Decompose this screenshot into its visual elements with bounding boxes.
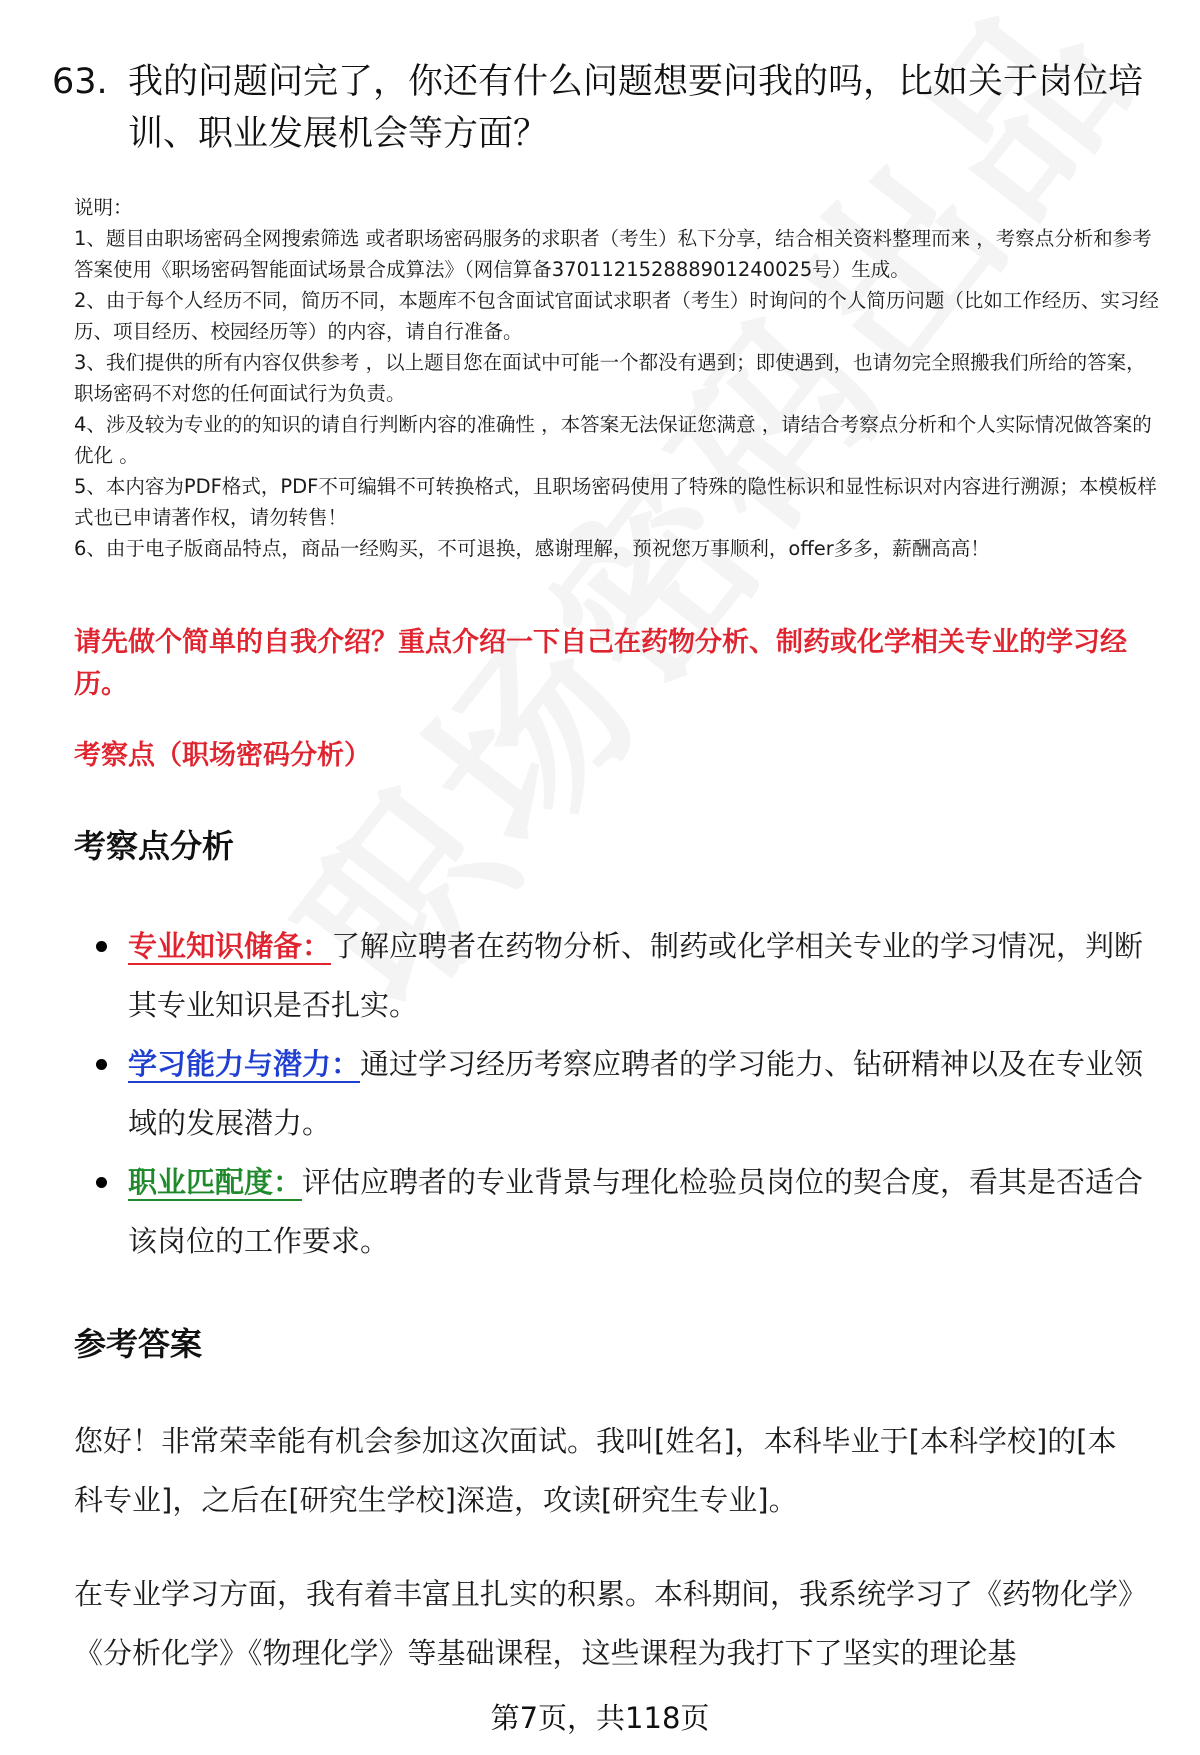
notes-item: 4、涉及较为专业的的知识的请自行判断内容的准确性 ，本答案无法保证您满意 ，请结合考察点分析和个人实际情况做答案的优化 。 xyxy=(74,413,1152,467)
notes-section xyxy=(74,192,1164,564)
interview-question: 请先做个简单的自我介绍？重点介绍一下自己在药物分析、制药或化学相关专业的学习经历。 xyxy=(74,627,1127,700)
bullet-icon xyxy=(96,1177,107,1188)
bullet-icon xyxy=(96,1059,107,1070)
analysis-item xyxy=(96,1153,1156,1271)
answer-paragraph: 在专业学习方面，我有着丰富且扎实的积累。本科期间，我系统学习了《药物化学》《分析化学》《物理化学》等基础课程，这些课程为我打下了坚实的理论基 xyxy=(74,1577,1133,1670)
notes-item: 6、由于电子版商品特点，商品一经购买，不可退换，感谢理解，预祝您万事顺利，offer多多，薪酬高高！ xyxy=(74,537,990,560)
notes-item: 3、我们提供的所有内容仅供参考 ，以上题目您在面试中可能一个都没有遇到；即使遇到，也请勿完全照搬我们所给的答案，职场密码不对您的任何面试行为负责。 xyxy=(74,351,1146,405)
analysis-text: 了解应聘者在药物分析、制药或化学相关专业的学习情况，判断其专业知识是否扎实。 xyxy=(128,929,1144,1022)
analysis-keyword: 专业知识储备： xyxy=(128,929,332,963)
question-number: 63. xyxy=(52,62,108,102)
question-text: 我的问题问完了，你还有什么问题想要问我的吗，比如关于岗位培训、职业发展机会等方面？ xyxy=(128,62,1144,154)
analysis-keyword: 学习能力与潜力： xyxy=(128,1047,361,1081)
analysis-item xyxy=(96,917,1156,1035)
answer-paragraph: 您好！非常荣幸能有机会参加这次面试。我叫[姓名]，本科毕业于[本科学校]的[本科专业]，之后在[研究生学校]深造，攻读[研究生专业]。 xyxy=(74,1424,1117,1517)
notes-item: 2、由于每个人经历不同，简历不同，本题库不包含面试官面试求职者（考生）时询问的个人简历问题（比如工作经历、实习经历、项目经历、校园经历等）的内容，请自行准备。 xyxy=(74,289,1159,343)
analysis-text: 评估应聘者的专业背景与理化检验员岗位的契合度，看其是否适合该岗位的工作要求。 xyxy=(128,1165,1144,1258)
notes-item: 1、题目由职场密码全网搜索筛选 或者职场密码服务的求职者（考生）私下分享，结合相关资料整理而来 ，考察点分析和参考答案使用《职场密码智能面试场景合成算法》（网信算备370112152888901240025号）生成。 xyxy=(74,227,1152,281)
kaochadian-label: 考察点（职场密码分析） xyxy=(74,740,371,771)
question-title xyxy=(52,56,1152,160)
answer-heading: 参考答案 xyxy=(74,1325,203,1363)
page-footer: 第7页，共118页 xyxy=(490,1701,710,1735)
notes-heading: 说明： xyxy=(74,196,133,219)
analysis-keyword: 职业匹配度： xyxy=(128,1165,303,1199)
analysis-heading: 考察点分析 xyxy=(74,827,235,865)
analysis-list xyxy=(96,917,1156,1271)
notes-item: 5、本内容为PDF格式，PDF不可编辑不可转换格式，且职场密码使用了特殊的隐性标识和显性标识对内容进行溯源；本模板样式也已申请著作权，请勿转售！ xyxy=(74,475,1157,529)
analysis-text: 通过学习经历考察应聘者的学习能力、钻研精神以及在专业领域的发展潜力。 xyxy=(128,1047,1144,1140)
bullet-icon xyxy=(96,941,107,952)
analysis-item xyxy=(96,1035,1156,1153)
